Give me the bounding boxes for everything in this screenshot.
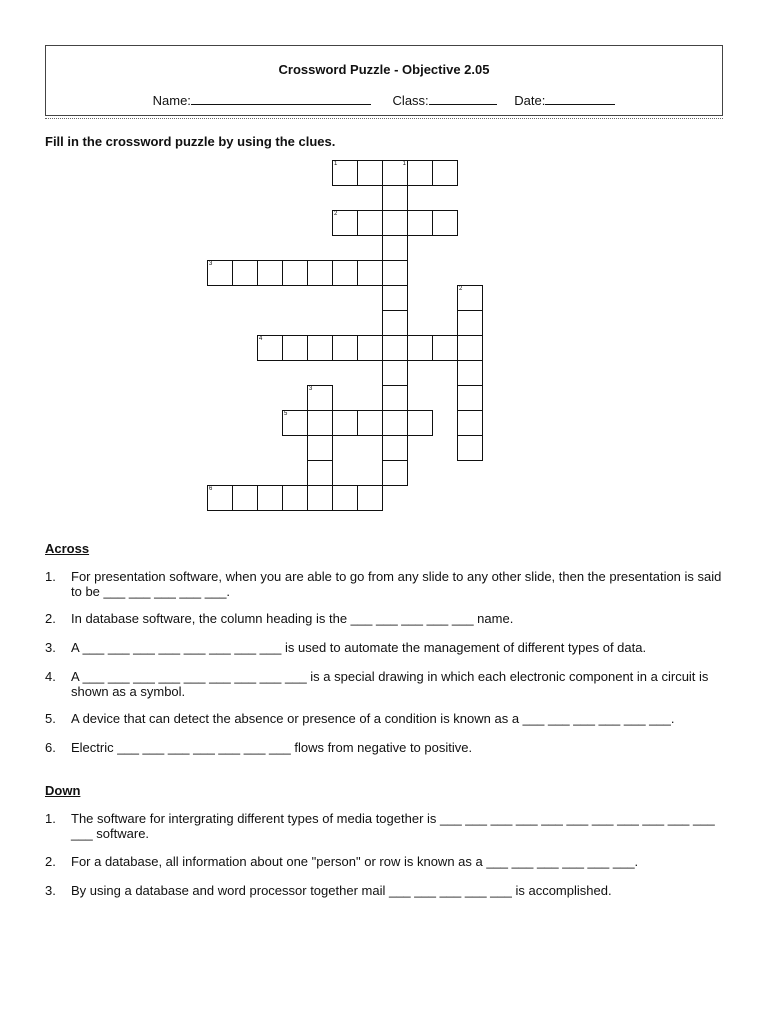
crossword-cell[interactable] — [382, 385, 408, 411]
crossword-cell[interactable] — [307, 410, 333, 436]
crossword-cell[interactable] — [332, 485, 358, 511]
crossword-cell[interactable] — [307, 385, 333, 411]
crossword-cell[interactable] — [282, 410, 308, 436]
crossword-cell[interactable] — [232, 485, 258, 511]
clue-number: 3. — [45, 640, 56, 655]
clue-number-across-6: 6 — [209, 486, 213, 492]
clue-text: In database software, the column heading is the ___ ___ ___ ___ ___ name. — [71, 611, 514, 626]
clue-number: 1. — [45, 569, 56, 584]
clue-number: 5. — [45, 711, 56, 726]
crossword-cell[interactable] — [207, 260, 233, 286]
crossword-cell[interactable] — [382, 360, 408, 386]
crossword-cell[interactable] — [282, 335, 308, 361]
clue-text: Electric ___ ___ ___ ___ ___ ___ ___ flows from negative to positive. — [71, 740, 473, 755]
clue-number-down-2: 2 — [459, 286, 463, 292]
clue-number-down-3: 3 — [309, 386, 313, 392]
crossword-cell[interactable] — [382, 310, 408, 336]
crossword-cell[interactable] — [457, 310, 483, 336]
crossword-cell[interactable] — [357, 485, 383, 511]
crossword-cell[interactable] — [457, 360, 483, 386]
crossword-cell[interactable] — [282, 260, 308, 286]
clue-number-across-5: 5 — [284, 411, 288, 417]
clue-number-across-3: 3 — [209, 261, 213, 267]
clue-number: 4. — [45, 669, 56, 684]
crossword-cell[interactable] — [407, 160, 433, 186]
crossword-cell[interactable] — [432, 210, 458, 236]
crossword-cell[interactable] — [407, 210, 433, 236]
clue-text: For a database, all information about one "person" or row is known as a ___ ___ ___ ___ ___ ___. — [71, 854, 639, 869]
crossword-cell[interactable] — [332, 210, 358, 236]
crossword-cell[interactable] — [207, 485, 233, 511]
clue-text: The software for intergrating different types of media together is ___ ___ ___ ___ ___ ___ ___ ___ ___ ___ ___ ___ software. — [71, 811, 715, 841]
down-heading: Down — [45, 783, 81, 798]
crossword-cell[interactable] — [307, 435, 333, 461]
crossword-cell[interactable] — [382, 460, 408, 486]
clue-number-across-4: 4 — [259, 336, 263, 342]
class-label: Class: — [392, 93, 429, 108]
crossword-cell[interactable] — [382, 335, 408, 361]
crossword-cell[interactable] — [307, 460, 333, 486]
crossword-cell[interactable] — [257, 485, 283, 511]
crossword-cell[interactable] — [357, 210, 383, 236]
crossword-cell[interactable] — [282, 485, 308, 511]
crossword-cell[interactable] — [357, 160, 383, 186]
crossword-cell[interactable] — [457, 410, 483, 436]
crossword-cell[interactable] — [257, 260, 283, 286]
clue-number: 6. — [45, 740, 56, 755]
crossword-cell[interactable] — [307, 260, 333, 286]
crossword-cell[interactable] — [457, 385, 483, 411]
crossword-cell[interactable] — [382, 285, 408, 311]
crossword-cell[interactable] — [382, 160, 408, 186]
clue-number-across-2: 2 — [334, 211, 338, 217]
clue-text: For presentation software, when you are able to go from any slide to any other slide, then the presentation is said to be ___ ___ ___ ___ ___. — [71, 569, 722, 599]
crossword-cell[interactable] — [432, 335, 458, 361]
crossword-cell[interactable] — [257, 335, 283, 361]
clue-number: 2. — [45, 611, 56, 626]
crossword-cell[interactable] — [357, 260, 383, 286]
date-label: Date: — [514, 93, 546, 108]
crossword-cell[interactable] — [307, 485, 333, 511]
clue-number: 2. — [45, 854, 56, 869]
crossword-cell[interactable] — [332, 260, 358, 286]
clue-number: 3. — [45, 883, 56, 898]
clue-text: By using a database and word processor together mail ___ ___ ___ ___ ___ is accomplished. — [71, 883, 612, 898]
crossword-cell[interactable] — [382, 210, 408, 236]
crossword-cell[interactable] — [457, 335, 483, 361]
crossword-cell[interactable] — [432, 160, 458, 186]
crossword-cell[interactable] — [382, 235, 408, 261]
instructions: Fill in the crossword puzzle by using the clues. — [45, 134, 336, 149]
worksheet-title: Crossword Puzzle - Objective 2.05 — [278, 62, 490, 77]
crossword-cell[interactable] — [457, 285, 483, 311]
crossword-cell[interactable] — [307, 335, 333, 361]
clue-number-across-1: 1 — [334, 161, 338, 167]
clue-text: A device that can detect the absence or presence of a condition is known as a ___ ___ ___ ___ ___ ___. — [71, 711, 675, 726]
clue-text: A ___ ___ ___ ___ ___ ___ ___ ___ is used to automate the management of different types of data. — [71, 640, 647, 655]
crossword-cell[interactable] — [407, 410, 433, 436]
crossword-cell[interactable] — [382, 410, 408, 436]
crossword-cell[interactable] — [382, 435, 408, 461]
name-label: Name: — [152, 93, 191, 108]
crossword-cell[interactable] — [382, 260, 408, 286]
clue-number: 1. — [45, 811, 56, 826]
crossword-cell[interactable] — [332, 410, 358, 436]
crossword-cell[interactable] — [457, 435, 483, 461]
crossword-cell[interactable] — [232, 260, 258, 286]
crossword-cell[interactable] — [332, 335, 358, 361]
across-heading: Across — [45, 541, 90, 556]
crossword-cell[interactable] — [332, 160, 358, 186]
crossword-cell[interactable] — [382, 185, 408, 211]
clue-number-down-1: 1 — [402, 161, 406, 167]
crossword-cell[interactable] — [357, 335, 383, 361]
crossword-cell[interactable] — [357, 410, 383, 436]
crossword-cell[interactable] — [407, 335, 433, 361]
clue-text: A ___ ___ ___ ___ ___ ___ ___ ___ ___ is a special drawing in which each electronic component in a circuit is shown as a symbol. — [71, 669, 709, 699]
